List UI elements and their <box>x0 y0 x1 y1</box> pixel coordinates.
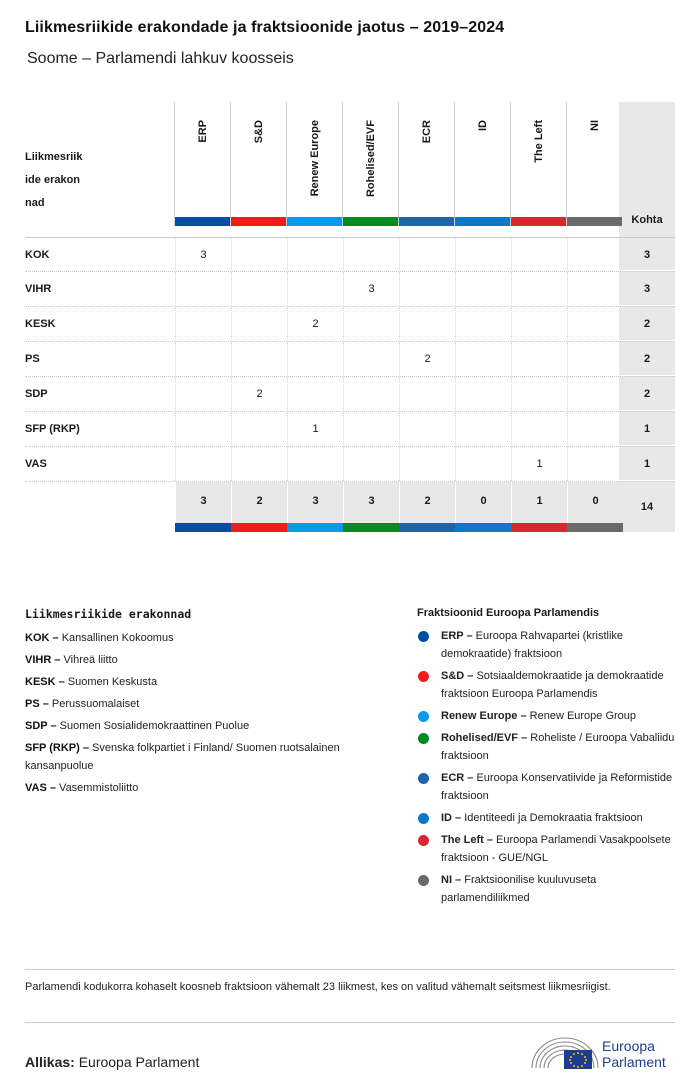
parliament-emblem-icon <box>530 1032 600 1072</box>
seat-cell <box>511 238 567 271</box>
column-total: 2 <box>399 482 455 523</box>
seat-cell <box>399 447 455 481</box>
seat-cell <box>511 377 567 411</box>
group-abbr: NI <box>441 874 452 886</box>
separator: – <box>464 670 477 682</box>
seat-cell <box>511 307 567 341</box>
seat-cell <box>567 238 623 271</box>
party-abbr: SDP <box>25 720 48 732</box>
parties-legend <box>25 607 395 801</box>
grand-total: 14 <box>640 501 654 513</box>
seat-cell <box>399 238 455 271</box>
seat-cell <box>231 307 287 341</box>
column-total: 3 <box>175 482 231 523</box>
column-total: 3 <box>343 482 399 523</box>
separator: – <box>51 654 64 666</box>
party-abbr: VAS <box>25 782 47 794</box>
party-abbr: KOK <box>25 632 50 644</box>
source-line <box>25 1054 199 1070</box>
parties-legend-title: Liikmesriikide erakonnad <box>25 607 192 621</box>
group-name: Sotsiaaldemokraatide ja demokraatide fraktsioon Euroopa Parlamendis <box>441 670 664 700</box>
seat-cell: 2 <box>287 307 343 341</box>
row-total: 3 <box>619 238 675 271</box>
source-value: Euroopa Parlament <box>78 1054 200 1070</box>
separator: – <box>39 698 52 710</box>
group-name: Euroopa Konservatiivide ja Reformistide fraktsioon <box>441 772 673 802</box>
table-row <box>25 342 675 377</box>
party-label: SFP (RKP) <box>25 423 80 435</box>
seat-cell <box>343 447 399 481</box>
table-row <box>25 412 675 447</box>
party-name: Suomen Keskusta <box>67 676 158 688</box>
seat-cell <box>343 238 399 271</box>
european-parliament-logo <box>530 1032 680 1076</box>
party-abbr: VIHR <box>25 654 52 666</box>
page-title: Liikmesriikide erakondade ja fraktsioonide jaotus – 2019–2024 <box>25 19 505 36</box>
group-legend-item <box>417 729 682 765</box>
seat-cell <box>455 238 511 271</box>
group-legend-item <box>417 871 682 907</box>
seat-cell <box>175 272 231 306</box>
seat-cell <box>567 447 623 481</box>
row-total: 1 <box>619 447 675 481</box>
seat-cell <box>231 412 287 446</box>
column-header-label: ECR <box>420 120 433 144</box>
groups-legend <box>417 607 682 911</box>
seat-cell <box>455 377 511 411</box>
group-color-bar <box>287 217 342 226</box>
group-abbr: Rohelised/EVF <box>441 732 519 744</box>
seat-cell: 3 <box>343 272 399 306</box>
column-header-label: NI <box>588 120 601 131</box>
seat-cell: 1 <box>511 447 567 481</box>
party-name: Perussuomalaiset <box>51 698 140 710</box>
column-total: 0 <box>567 482 623 523</box>
group-abbr: Renew Europe <box>441 710 518 722</box>
seat-cell <box>399 377 455 411</box>
column-header <box>510 102 566 226</box>
group-abbr: ERP <box>441 630 464 642</box>
seat-cell <box>455 272 511 306</box>
party-label: KOK <box>25 249 50 261</box>
group-legend-item <box>417 769 682 805</box>
party-label: KESK <box>25 318 56 330</box>
seat-cell <box>343 307 399 341</box>
separator: – <box>463 630 476 642</box>
group-name: Renew Europe Group <box>529 710 637 722</box>
column-totals-row <box>175 482 675 534</box>
seat-cell <box>175 342 231 376</box>
seat-cell <box>511 272 567 306</box>
column-total: 1 <box>511 482 567 523</box>
seat-cell <box>511 342 567 376</box>
group-legend-item <box>417 627 682 663</box>
seat-cell <box>231 272 287 306</box>
seat-cell <box>175 447 231 481</box>
seat-cell <box>287 447 343 481</box>
column-header <box>454 102 510 226</box>
row-header-label: Liikmesriikide erakonnad <box>25 151 83 209</box>
seat-cell <box>511 412 567 446</box>
separator: – <box>483 834 497 846</box>
column-header-label: S&D <box>252 120 265 144</box>
table-row <box>25 272 675 307</box>
group-legend-item <box>417 707 682 725</box>
divider <box>25 969 675 970</box>
logo-line-2: Parlament <box>602 1054 666 1070</box>
column-header <box>174 102 230 226</box>
party-legend-item <box>25 673 395 691</box>
group-color-dot-icon <box>418 631 429 642</box>
seat-cell <box>175 412 231 446</box>
party-legend-item <box>25 695 395 713</box>
column-total: 2 <box>231 482 287 523</box>
column-header-label: ID <box>476 120 489 131</box>
group-abbr: ECR <box>441 772 465 784</box>
seat-cell <box>287 342 343 376</box>
seat-cell <box>343 412 399 446</box>
column-total: 3 <box>287 482 343 523</box>
column-header-label: Rohelised/EVF <box>364 120 377 198</box>
group-color-dot-icon <box>418 711 429 722</box>
group-color-bar <box>287 523 343 532</box>
table-row <box>25 377 675 412</box>
separator: – <box>79 742 93 754</box>
column-header-label: ERP <box>196 120 209 143</box>
column-header <box>286 102 342 226</box>
column-header <box>398 102 454 226</box>
group-color-dot-icon <box>418 733 429 744</box>
seat-cell <box>455 447 511 481</box>
seat-cell <box>567 307 623 341</box>
group-color-dot-icon <box>418 875 429 886</box>
seat-cell <box>343 377 399 411</box>
party-legend-item <box>25 717 395 735</box>
total-header-label: Kohta <box>631 214 663 226</box>
seat-cell <box>567 272 623 306</box>
group-name: Roheliste / Euroopa Vabaliidu fraktsioon <box>441 732 675 762</box>
group-color-dot-icon <box>418 773 429 784</box>
seat-cell <box>175 377 231 411</box>
groups-legend-title: Fraktsioonid Euroopa Parlamendis <box>417 607 600 619</box>
page-subtitle: Soome – Parlamendi lahkuv koosseis <box>27 50 294 67</box>
group-name: Fraktsioonilise kuuluvuseta parlamendiliikmed <box>441 874 597 904</box>
group-color-dot-icon <box>418 813 429 824</box>
seat-cell <box>287 238 343 271</box>
group-color-bar <box>511 523 567 532</box>
separator: – <box>464 772 477 784</box>
party-name: Svenska folkpartiet i Finland/ Suomen ruotsalainen kansanpuolue <box>25 742 340 772</box>
seat-cell <box>399 307 455 341</box>
seat-cell <box>231 447 287 481</box>
group-name: Identiteedi ja Demokraatia fraktsioon <box>464 812 643 824</box>
logo-line-1: Euroopa <box>602 1038 655 1054</box>
table-header <box>25 102 675 237</box>
group-color-bar <box>399 523 455 532</box>
group-color-bar <box>455 523 511 532</box>
separator: – <box>49 632 62 644</box>
party-name: Kansallinen Kokoomus <box>61 632 174 644</box>
seat-cell <box>175 307 231 341</box>
table-row <box>25 237 675 272</box>
party-abbr: SFP (RKP) <box>25 742 80 754</box>
party-name: Vihreä liitto <box>63 654 118 666</box>
party-legend-item <box>25 739 395 775</box>
group-name: Euroopa Parlamendi Vasakpoolsete fraktsioon - GUE/NGL <box>441 834 671 864</box>
group-color-bar <box>231 523 287 532</box>
group-color-bar <box>343 523 399 532</box>
group-name: Euroopa Rahvapartei (kristlike demokraatide) fraktsioon <box>441 630 624 660</box>
column-header <box>566 102 622 226</box>
group-color-bar <box>175 217 230 226</box>
seat-cell <box>343 342 399 376</box>
seat-cell <box>231 238 287 271</box>
group-abbr: S&D <box>441 670 465 682</box>
group-abbr: ID <box>441 812 452 824</box>
group-legend-item <box>417 831 682 867</box>
party-name: Suomen Sosialidemokraattinen Puolue <box>59 720 250 732</box>
table-body <box>25 237 675 482</box>
group-color-bar <box>455 217 510 226</box>
separator: – <box>518 732 531 744</box>
party-label: PS <box>25 353 40 365</box>
row-total: 1 <box>619 412 675 446</box>
group-legend-item <box>417 667 682 703</box>
source-label: Allikas: <box>25 1054 75 1070</box>
seat-cell: 3 <box>175 238 231 271</box>
separator: – <box>46 782 60 794</box>
seat-cell <box>567 412 623 446</box>
row-total: 3 <box>619 272 675 306</box>
seat-cell <box>231 342 287 376</box>
seat-cell: 2 <box>399 342 455 376</box>
seat-cell <box>455 307 511 341</box>
party-label: SDP <box>25 388 48 400</box>
seat-cell <box>287 377 343 411</box>
group-color-bar <box>567 217 622 226</box>
separator: – <box>452 812 465 824</box>
group-color-dot-icon <box>418 671 429 682</box>
party-name: Vasemmistoliitto <box>59 782 139 794</box>
party-label: VAS <box>25 458 47 470</box>
party-legend-item <box>25 779 395 797</box>
seat-cell <box>455 342 511 376</box>
party-legend-item <box>25 629 395 647</box>
seat-cell <box>399 412 455 446</box>
group-legend-item <box>417 809 682 827</box>
separator: – <box>55 676 68 688</box>
party-legend-item <box>25 651 395 669</box>
group-abbr: The Left <box>441 834 484 846</box>
group-color-bar <box>231 217 286 226</box>
group-color-bar <box>175 523 231 532</box>
separator: – <box>47 720 60 732</box>
column-header <box>230 102 286 226</box>
column-total: 0 <box>455 482 511 523</box>
column-header-label: Renew Europe <box>308 120 321 197</box>
row-total: 2 <box>619 342 675 376</box>
party-label: VIHR <box>25 283 52 295</box>
seat-cell <box>455 412 511 446</box>
seat-cell <box>567 342 623 376</box>
group-color-dot-icon <box>418 835 429 846</box>
party-abbr: KESK <box>25 676 56 688</box>
group-color-bar <box>343 217 398 226</box>
seat-cell <box>399 272 455 306</box>
group-color-bar <box>399 217 454 226</box>
seat-cell <box>567 377 623 411</box>
group-color-bar <box>511 217 566 226</box>
table-row <box>25 447 675 482</box>
seat-cell <box>287 272 343 306</box>
group-color-bar <box>567 523 623 532</box>
party-abbr: PS <box>25 698 40 710</box>
table-row <box>25 307 675 342</box>
row-total: 2 <box>619 377 675 411</box>
seat-cell: 2 <box>231 377 287 411</box>
separator: – <box>452 874 465 886</box>
separator: – <box>517 710 530 722</box>
column-header-label: The Left <box>532 120 545 163</box>
divider <box>25 1022 675 1023</box>
column-header <box>342 102 398 226</box>
row-total: 2 <box>619 307 675 341</box>
footnote: Parlamendi kodukorra kohaselt koosneb fraktsioon vähemalt 23 liikmest, kes on valitud vähemalt seitsmest liikmesriigist. <box>25 981 611 993</box>
seat-cell: 1 <box>287 412 343 446</box>
